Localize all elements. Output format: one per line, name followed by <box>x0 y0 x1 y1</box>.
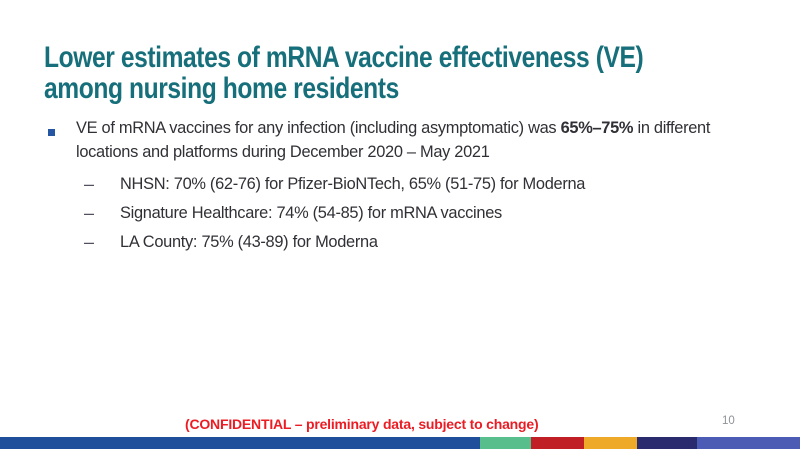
bullet-text <box>76 116 776 164</box>
sub-bullet-text-signature-healthcare: Signature Healthcare: 74% (54-85) for mRNA vaccines <box>120 204 502 222</box>
list-item <box>84 232 764 261</box>
dash-bullet-icon: – <box>84 232 94 252</box>
bar-segment-red <box>531 437 584 449</box>
bullet-text-pre: VE of mRNA vaccines for any infection (including asymptomatic) was <box>76 119 561 137</box>
bar-segment-green <box>480 437 531 449</box>
slide-title <box>44 42 733 104</box>
dash-bullet-icon: – <box>84 203 94 223</box>
footer-color-bar <box>0 437 800 449</box>
bar-segment-orange <box>584 437 637 449</box>
bar-segment-navy <box>637 437 697 449</box>
confidential-note: (CONFIDENTIAL – preliminary data, subject to change) <box>185 416 539 432</box>
list-item <box>84 174 764 203</box>
bar-segment-periwinkle <box>697 437 800 449</box>
square-bullet-icon <box>48 129 55 136</box>
bar-segment-dark-blue <box>0 437 480 449</box>
slide-title-line-2: among nursing home residents <box>44 72 399 105</box>
slide-title-line-1: Lower estimates of mRNA vaccine effectiveness (VE) <box>44 41 644 74</box>
sub-bullet-text-nhsn: NHSN: 70% (62-76) for Pfizer-BioNTech, 65% (51-75) for Moderna <box>120 175 586 193</box>
list-item <box>84 203 764 232</box>
bullet-text-post: in different locations and platforms during December 2020 – May 2021 <box>76 119 711 161</box>
bullet-text-bold-range: 65%–75% <box>560 119 634 137</box>
sub-bullet-list <box>84 174 764 261</box>
page-number: 10 <box>722 415 735 427</box>
sub-bullet-text-la-county: LA County: 75% (43-89) for Moderna <box>120 233 378 251</box>
dash-bullet-icon: – <box>84 174 94 194</box>
